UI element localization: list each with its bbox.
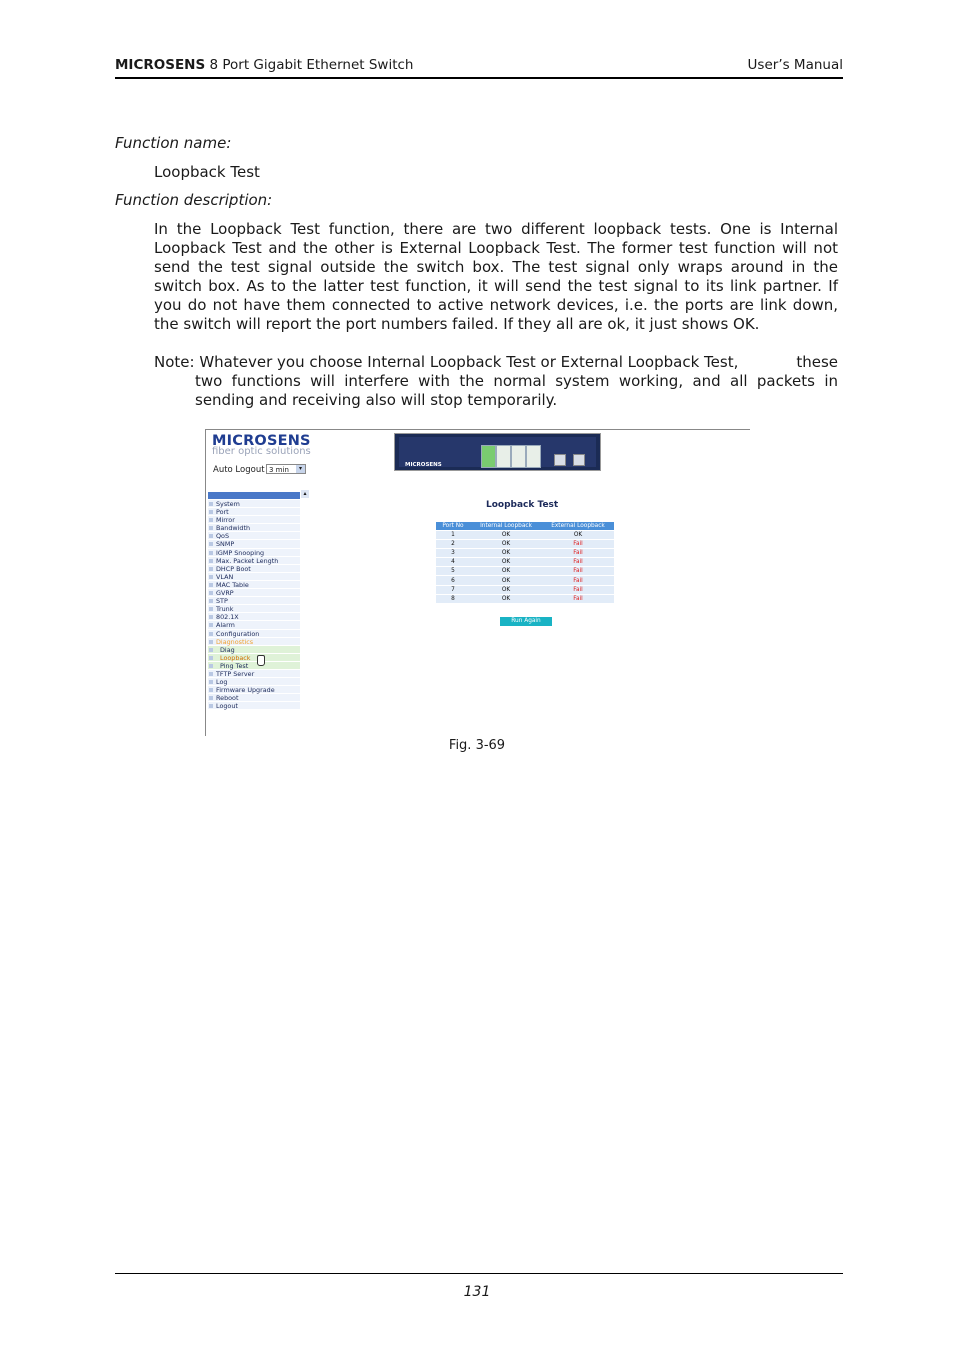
menu-bullet-icon bbox=[209, 656, 213, 660]
menu-item[interactable] bbox=[208, 613, 300, 621]
menu-label: Diagnostics bbox=[216, 637, 254, 646]
function-description-label: Function description: bbox=[115, 191, 273, 209]
menu-item[interactable] bbox=[208, 678, 300, 686]
table-row bbox=[436, 558, 614, 567]
run-again-button[interactable]: Run Again bbox=[500, 617, 552, 626]
table-row bbox=[436, 567, 614, 576]
menu-label: Diag bbox=[220, 645, 235, 654]
menu-item[interactable] bbox=[208, 532, 300, 540]
menu-bullet-icon bbox=[209, 704, 213, 708]
panel-body bbox=[399, 437, 596, 467]
col-internal-loopback: Internal Loopback bbox=[470, 522, 542, 531]
table-row bbox=[436, 585, 614, 594]
cell-internal: OK bbox=[470, 531, 542, 540]
table-header-row bbox=[436, 522, 614, 531]
menu-bullet-icon bbox=[209, 696, 213, 700]
page-number: 131 bbox=[463, 1284, 491, 1300]
table-row bbox=[436, 540, 614, 549]
microsens-logo: MICROSENS bbox=[212, 433, 311, 449]
chevron-down-icon: ▾ bbox=[296, 465, 305, 473]
cell-internal: OK bbox=[470, 558, 542, 567]
menu-label: TFTP Server bbox=[216, 669, 255, 678]
header-brand: MICROSENS bbox=[115, 57, 206, 73]
switch-front-panel bbox=[394, 433, 601, 471]
menu-bullet-icon bbox=[209, 640, 213, 644]
footer-rule bbox=[115, 1273, 843, 1274]
cell-internal: OK bbox=[470, 549, 542, 558]
menu-item[interactable] bbox=[208, 516, 300, 524]
menu-item[interactable] bbox=[208, 686, 300, 694]
cell-port: 6 bbox=[436, 576, 470, 585]
menu-label: SNMP bbox=[216, 540, 235, 549]
menu-subitem-diag[interactable] bbox=[208, 646, 300, 654]
menu-bullet-icon bbox=[209, 607, 213, 611]
menu-label: Reboot bbox=[216, 694, 239, 703]
cell-internal: OK bbox=[470, 567, 542, 576]
cell-port: 2 bbox=[436, 540, 470, 549]
function-description: In the Loopback Test function, there are two different loopback tests. One is Internal Loopback Test and the other is External Loopback Test. The former test function will not send the test signal outside the switch box. The test signal only wraps around in the switch box. As to the latter test function, it will send the test signal to its link partner. If you do not have them connected to active network devices, i.e. the ports are link down, the switch will report the port numbers failed. If they all are ok, it just shows OK. bbox=[154, 220, 838, 333]
menu-label: Max. Packet Length bbox=[216, 556, 279, 565]
port-icon bbox=[511, 445, 526, 468]
col-port-no: Port No bbox=[436, 522, 470, 531]
menu-bullet-icon bbox=[209, 542, 213, 546]
cell-external: Fail bbox=[542, 594, 614, 603]
auto-logout-select[interactable] bbox=[266, 464, 306, 474]
cell-internal: OK bbox=[470, 594, 542, 603]
menu-subitem-loopback[interactable] bbox=[208, 654, 300, 662]
menu-item[interactable] bbox=[208, 605, 300, 613]
cell-external: Fail bbox=[542, 549, 614, 558]
menu-subitem-ping-test[interactable] bbox=[208, 662, 300, 670]
menu-item[interactable] bbox=[208, 573, 300, 581]
menu-item[interactable] bbox=[208, 549, 300, 557]
menu-bullet-icon bbox=[209, 591, 213, 595]
cell-external: OK bbox=[542, 531, 614, 540]
menu-bullet-icon bbox=[209, 518, 213, 522]
table-row bbox=[436, 594, 614, 603]
cell-port: 5 bbox=[436, 567, 470, 576]
menu-item[interactable] bbox=[208, 557, 300, 565]
cell-port: 3 bbox=[436, 549, 470, 558]
figure-screenshot bbox=[205, 429, 750, 736]
cell-external: Fail bbox=[542, 540, 614, 549]
cell-port: 4 bbox=[436, 558, 470, 567]
menu-bullet-icon bbox=[209, 502, 213, 506]
auto-logout-value: 3 min bbox=[269, 466, 289, 474]
function-name: Loopback Test bbox=[154, 163, 260, 181]
menu-bullet-icon bbox=[209, 526, 213, 530]
cell-port: 7 bbox=[436, 585, 470, 594]
menu-bullet-icon bbox=[209, 599, 213, 603]
menu-bullet-icon bbox=[209, 551, 213, 555]
menu-label: Alarm bbox=[216, 621, 235, 630]
menu-item[interactable] bbox=[208, 565, 300, 573]
menu-bullet-icon bbox=[209, 672, 213, 676]
menu-label: VLAN bbox=[216, 572, 234, 581]
menu-item-diagnostics[interactable] bbox=[208, 638, 300, 646]
menu-label: Mirror bbox=[216, 516, 235, 525]
note-line-1 bbox=[154, 353, 838, 372]
cell-internal: OK bbox=[470, 540, 542, 549]
menu-label: Logout bbox=[216, 702, 238, 711]
logo-tagline: fiber optic solutions bbox=[212, 446, 311, 457]
cell-external: Fail bbox=[542, 567, 614, 576]
menu-label: STP bbox=[216, 597, 228, 606]
menu-bullet-icon bbox=[209, 688, 213, 692]
menu-bullet-icon bbox=[209, 559, 213, 563]
port-icon bbox=[496, 445, 511, 468]
function-name-label: Function name: bbox=[115, 134, 232, 152]
col-external-loopback: External Loopback bbox=[542, 522, 614, 531]
menu-label: Loopback bbox=[220, 653, 251, 662]
header-product bbox=[115, 57, 413, 73]
loopback-table bbox=[436, 522, 614, 603]
menu-bullet-icon bbox=[209, 664, 213, 668]
menu-label: Ping Test bbox=[220, 661, 249, 670]
cell-internal: OK bbox=[470, 576, 542, 585]
menu-label: Trunk bbox=[216, 605, 234, 614]
menu-label: Log bbox=[216, 678, 228, 687]
menu-bullet-icon bbox=[209, 575, 213, 579]
table-row bbox=[436, 576, 614, 585]
table-row bbox=[436, 531, 614, 540]
menu-item[interactable] bbox=[208, 621, 300, 629]
auto-logout-label: Auto Logout bbox=[213, 465, 265, 475]
menu-bullet-icon bbox=[209, 534, 213, 538]
menu-item[interactable] bbox=[208, 581, 300, 589]
figure-caption: Fig. 3-69 bbox=[448, 738, 506, 753]
menu-item[interactable] bbox=[208, 540, 300, 548]
cell-port: 1 bbox=[436, 531, 470, 540]
note-text-a: Whatever you choose Internal Loopback Test or External Loopback Test, bbox=[199, 353, 739, 371]
menu-label: IGMP Snooping bbox=[216, 548, 265, 557]
menu-label: Port bbox=[216, 508, 229, 517]
note-prefix: Note: bbox=[154, 353, 200, 371]
header-product-text: 8 Port Gigabit Ethernet Switch bbox=[205, 57, 414, 73]
header-manual: User’s Manual bbox=[747, 57, 843, 73]
menu-item[interactable] bbox=[208, 694, 300, 702]
menu-label: Firmware Upgrade bbox=[216, 686, 275, 695]
cell-external: Fail bbox=[542, 558, 614, 567]
menu-label: Bandwidth bbox=[216, 524, 251, 533]
menu-label: GVRP bbox=[216, 589, 234, 598]
port-icon bbox=[481, 445, 496, 468]
menu-label: System bbox=[216, 500, 240, 508]
note-text-b: these bbox=[796, 353, 838, 371]
page-header bbox=[115, 57, 843, 79]
menu-item[interactable] bbox=[208, 589, 300, 597]
menu-label: MAC Table bbox=[216, 580, 249, 589]
port-icon bbox=[526, 445, 541, 468]
table-row bbox=[436, 549, 614, 558]
menu-bullet-icon bbox=[209, 510, 213, 514]
menu-bullet-icon bbox=[209, 583, 213, 587]
menu-bullet-icon bbox=[209, 632, 213, 636]
menu-label: 802.1X bbox=[216, 613, 239, 622]
note-rest: two functions will interfere with the normal system working, and all packets in sending and receiving also will stop temporarily. bbox=[195, 372, 838, 409]
sfp-port-icon bbox=[573, 454, 585, 466]
menu-label: QoS bbox=[216, 532, 229, 541]
menu-item[interactable] bbox=[208, 670, 300, 678]
menu-bullet-icon bbox=[209, 615, 213, 619]
menu-item[interactable] bbox=[208, 524, 300, 532]
cell-external: Fail bbox=[542, 585, 614, 594]
menu-item[interactable] bbox=[208, 630, 300, 638]
sfp-port-icon bbox=[554, 454, 566, 466]
menu-bullet-icon bbox=[209, 567, 213, 571]
menu-bullet-icon bbox=[209, 680, 213, 684]
menu-label: Configuration bbox=[216, 629, 260, 638]
cell-port: 8 bbox=[436, 594, 470, 603]
sidebar-menu bbox=[208, 500, 300, 710]
menu-label: DHCP Boot bbox=[216, 564, 251, 573]
menu-item[interactable] bbox=[208, 500, 300, 508]
hand-cursor-icon bbox=[257, 655, 265, 666]
menu-header-bar bbox=[208, 492, 300, 499]
scroll-up-icon[interactable]: ▴ bbox=[301, 490, 309, 498]
menu-item[interactable] bbox=[208, 508, 300, 516]
loopback-title: Loopback Test bbox=[486, 500, 559, 510]
menu-item[interactable] bbox=[208, 702, 300, 710]
menu-bullet-icon bbox=[209, 623, 213, 627]
cell-external: Fail bbox=[542, 576, 614, 585]
menu-bullet-icon bbox=[209, 648, 213, 652]
cell-internal: OK bbox=[470, 585, 542, 594]
menu-item[interactable] bbox=[208, 597, 300, 605]
device-logo: MICROSENS bbox=[405, 462, 442, 468]
